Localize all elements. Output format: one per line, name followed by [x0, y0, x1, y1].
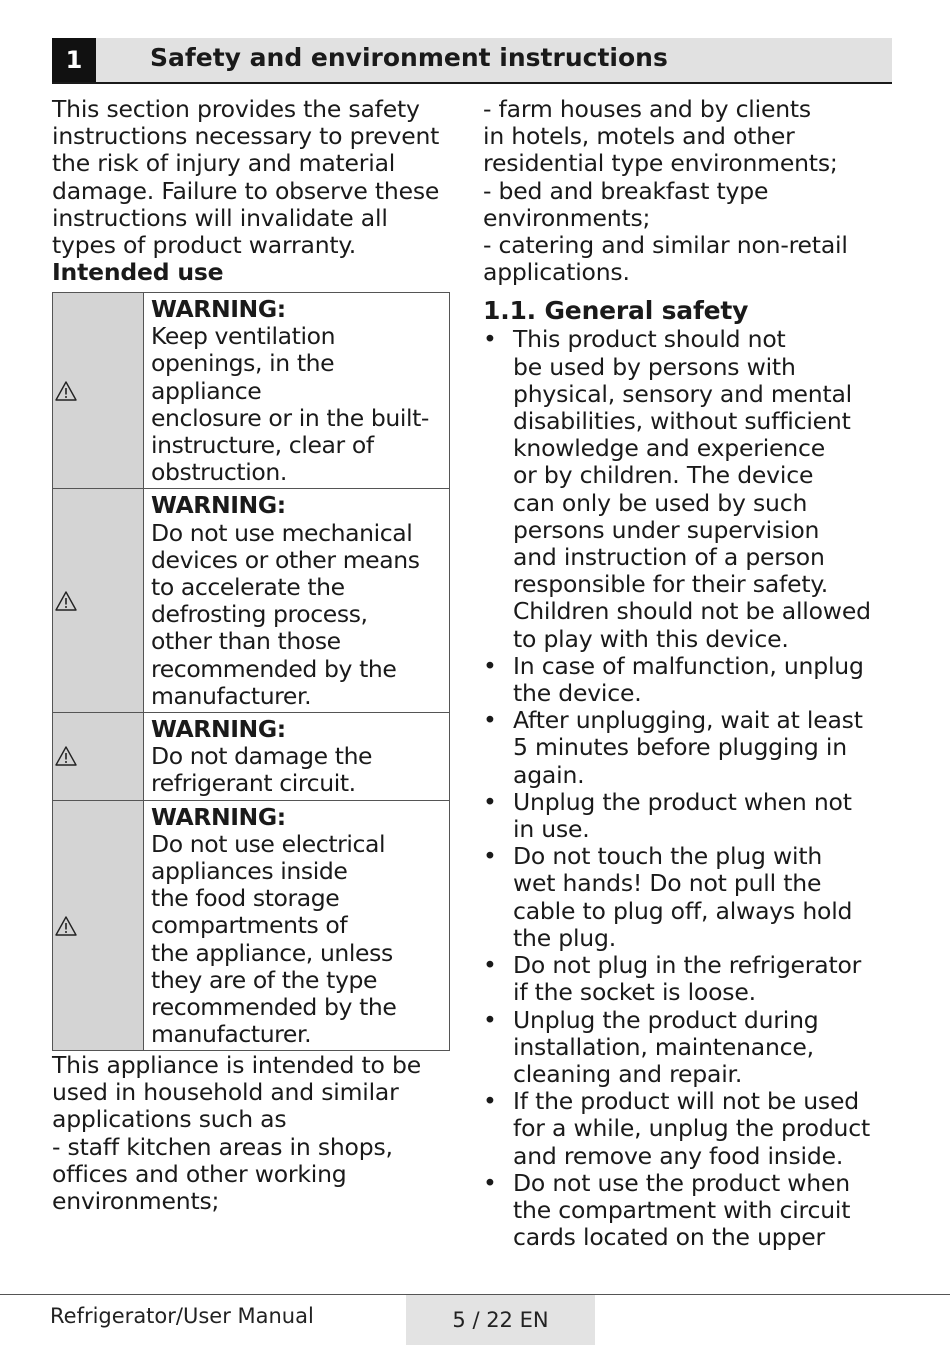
right-column: [483, 96, 893, 1251]
safety-bullet: • This product should not be used by persons with physical, sensory and mental disabilities, without sufficient knowledge and experience or by children. The device can only be used by such persons under supervision and instruction of a person responsible for their safety. Children should not be allowed to play with this device.: [483, 326, 893, 652]
warning-icon-cell: [53, 713, 144, 801]
safety-bullet: • Do not touch the plug with wet hands! Do not pull the cable to plug off, always hold the plug.: [483, 843, 893, 952]
warning-title: WARNING:: [151, 491, 286, 520]
warning-icon-cell: [53, 293, 144, 489]
warning-text-cell: [144, 489, 450, 713]
warning-row: [53, 713, 450, 801]
warning-text-cell: [144, 293, 450, 489]
warning-triangle-icon: [55, 916, 77, 936]
intended-use-text: This appliance is intended to be used in household and similar applications such as - staff kitchen areas in shops, offices and other working environments;: [52, 1051, 421, 1216]
header-divider: [52, 82, 892, 84]
safety-bullet: • Unplug the product when not in use.: [483, 789, 893, 843]
safety-bullet: • Do not plug in the refrigerator if the socket is loose.: [483, 952, 893, 1006]
warning-row: [53, 800, 450, 1051]
manual-title: Refrigerator/User Manual: [50, 1304, 314, 1328]
warning-body: Do not damage the refrigerant circuit.: [151, 742, 373, 798]
warning-triangle-icon: [55, 591, 77, 611]
warning-body: Do not use electrical appliances inside the food storage compartments of the appliance, unless they are of the type recommended by the manufacturer.: [151, 829, 397, 1049]
warning-icon-cell: [53, 800, 144, 1051]
warning-row: [53, 293, 450, 489]
safety-bullet: • Do not use the product when the compartment with circuit cards located on the upper: [483, 1170, 893, 1252]
warning-triangle-icon: [55, 746, 77, 766]
warning-text-cell: [144, 800, 450, 1051]
safety-bullet: • If the product will not be used for a while, unplug the product and remove any food inside.: [483, 1088, 893, 1170]
warning-icon-cell: [53, 489, 144, 713]
page-number: 5 / 22 EN: [452, 1308, 549, 1332]
left-column: [52, 96, 462, 286]
section-title: Safety and environment instructions: [150, 43, 668, 72]
safety-bullet: • Unplug the product during installation, maintenance, cleaning and repair.: [483, 1007, 893, 1089]
warning-body: Do not use mechanical devices or other means to accelerate the defrosting process, other than those recommended by the manufacturer.: [151, 518, 420, 710]
page-number-box: [406, 1295, 595, 1345]
safety-bullet: • In case of malfunction, unplug the device.: [483, 653, 893, 707]
warning-triangle-icon: [55, 381, 77, 401]
warning-text-cell: [144, 713, 450, 801]
intended-use-paragraph: [52, 1052, 462, 1215]
general-safety-list: [483, 326, 893, 1251]
intro-paragraph: This section provides the safety instructions necessary to prevent the risk of injury and material damage. Failure to observe these instructions will invalidate all types of product warranty.: [52, 95, 440, 260]
warning-title: WARNING:: [151, 715, 286, 744]
warnings-table: [52, 292, 450, 1051]
safety-bullet: • After unplugging, wait at least 5 minutes before plugging in again.: [483, 707, 893, 789]
warning-body: Keep ventilation openings, in the appliance enclosure or in the built- instructure, clear of obstruction.: [151, 322, 429, 487]
intended-use-heading: Intended use: [52, 258, 224, 287]
environments-continuation: - farm houses and by clients in hotels, motels and other residential type environments; - bed and breakfast type environments; - catering and similar non-retail applications.: [483, 95, 848, 287]
warning-title: WARNING:: [151, 802, 286, 831]
warning-title: WARNING:: [151, 295, 286, 323]
general-safety-heading: 1.1. General safety: [483, 296, 749, 326]
warning-row: [53, 489, 450, 713]
section-number: 1: [52, 38, 96, 82]
